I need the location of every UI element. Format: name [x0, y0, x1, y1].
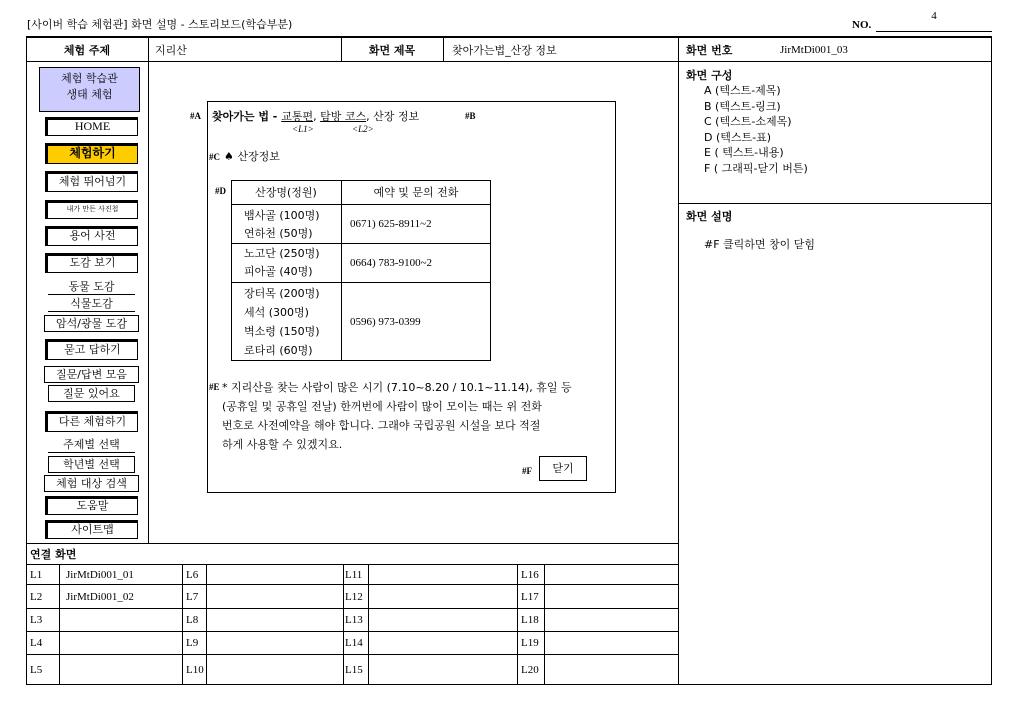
tag-e: #E [209, 382, 220, 392]
lodge-table-header-name: 산장명(정원) [255, 186, 317, 199]
sidebar-item-qna[interactable]: 묻고 답하기 [45, 339, 138, 360]
sidebar-item-qna-collection[interactable]: 질문/답변 모음 [44, 366, 139, 383]
link-id-cell: L2 [30, 590, 43, 603]
sidebar-header [39, 67, 140, 112]
sidebar-item-help[interactable]: 도움말 [45, 496, 138, 515]
link-screen-cell: JirMtDi001_02 [66, 590, 134, 603]
lodge-row-1-names: 뱀사골 (100명) 연하천 (50명) [244, 209, 320, 240]
link-id-cell: L16 [521, 568, 539, 581]
lodge-row-3-names: 장터목 (200명) 세석 (300명) 벽소령 (150명) 로타리 (60명) [244, 287, 320, 357]
page-number-value: 4 [876, 10, 992, 32]
sidebar-item-select-by-grade[interactable]: 학년별 선택 [48, 456, 135, 473]
lodge-row-1-phone: 0671) 625-8911~2 [350, 217, 432, 230]
sidebar-item-other-experience[interactable]: 다른 체험하기 [45, 411, 138, 432]
tag-d: #D [215, 186, 226, 196]
link-id-cell: L7 [186, 590, 199, 603]
link-id-cell: L19 [521, 636, 539, 649]
composition-title: 화면 구성 [686, 69, 733, 82]
links-title: 연결 화면 [30, 548, 77, 561]
close-button[interactable]: 닫기 [539, 456, 587, 481]
subject-value: 지리산 [155, 43, 187, 57]
screen-number-label: 화면 번호 [686, 43, 733, 57]
sidebar-item-glossary[interactable]: 용어 사전 [45, 226, 138, 246]
composition-list: A (텍스트-제목) B (텍스트-링크) C (텍스트-소제목) D (텍스트-표) E ( 텍스트-내용) F ( 그래픽-닫기 버튼) [704, 84, 808, 175]
sidebar-item-skip-experience[interactable]: 체험 뛰어넘기 [45, 171, 138, 192]
page-number-label: NO. [852, 19, 872, 31]
link-id-cell: L10 [186, 663, 204, 676]
lodge-row-2-names: 노고단 (250명) 피아골 (40명) [244, 247, 320, 278]
sidebar-item-ask-question[interactable]: 질문 있어요 [48, 385, 135, 402]
link-marker-l1: <L1> [292, 124, 314, 134]
lodge-row-3-phone: 0596) 973-0399 [350, 315, 421, 328]
link-id-cell: L4 [30, 636, 43, 649]
sidebar-item-rock-guide[interactable]: 암석/광물 도감 [44, 315, 139, 332]
sidebar-item-search-target[interactable]: 체험 대상 검색 [44, 475, 139, 492]
sidebar-item-animal-guide[interactable]: 동물 도감 [48, 280, 135, 295]
screen-title-label: 화면 제목 [368, 43, 416, 57]
link-id-cell: L12 [345, 590, 363, 603]
link-transport[interactable]: 교통편 [281, 110, 314, 123]
lodge-table-header-phone: 예약 및 문의 전화 [373, 186, 459, 199]
lodge-row-2-phone: 0664) 783-9100~2 [350, 256, 433, 269]
sidebar-item-sitemap[interactable]: 사이트맵 [45, 520, 138, 539]
screen-number-value: JirMtDi001_03 [780, 43, 848, 56]
link-id-cell: L3 [30, 613, 43, 626]
sidebar-item-my-album[interactable]: 내가 만든 사진첩 [45, 200, 138, 219]
link-id-cell: L1 [30, 568, 43, 581]
link-id-cell: L18 [521, 613, 539, 626]
link-id-cell: L5 [30, 663, 43, 676]
link-id-cell: L8 [186, 613, 199, 626]
sidebar-item-field-guide[interactable]: 도감 보기 [45, 253, 138, 273]
current-tab-lodge-info: 산장 정보 [373, 110, 420, 123]
link-marker-l2: <L2> [352, 124, 374, 134]
popup-title-prefix: 찾아가는 법 - [212, 110, 282, 123]
sidebar-item-experience[interactable]: 체험하기 [45, 143, 138, 164]
sidebar-item-plant-guide[interactable]: 식물도감 [48, 297, 135, 312]
link-id-cell: L15 [345, 663, 363, 676]
link-id-cell: L20 [521, 663, 539, 676]
link-screen-cell: JirMtDi001_01 [66, 568, 134, 581]
tag-a: #A [190, 111, 201, 121]
description-text: #F 클릭하면 창이 닫힘 [704, 238, 816, 251]
link-id-cell: L9 [186, 636, 199, 649]
sidebar-item-select-by-topic[interactable]: 주제별 선택 [48, 438, 135, 453]
link-id-cell: L13 [345, 613, 363, 626]
link-id-cell: L14 [345, 636, 363, 649]
document-title: [사이버 학습 체험관] 화면 설명 - 스토리보드(학습부분) [27, 18, 293, 31]
link-trail-course[interactable]: 탐방 코스 [320, 110, 367, 123]
popup-title: 찾아가는 법 - 교통편, 탐방 코스, 산장 정보 [212, 110, 420, 123]
screen-title-value: 찾아가는법_산장 정보 [452, 43, 557, 57]
subject-label: 체험 주제 [63, 43, 111, 57]
link-id-cell: L11 [345, 568, 363, 581]
tag-c: #C [209, 152, 220, 162]
tag-f: #F [522, 466, 532, 476]
link-id-cell: L17 [521, 590, 539, 603]
description-title: 화면 설명 [686, 210, 733, 223]
popup-note: * 지리산을 찾는 사람이 많은 시기 (7.10~8.20 / 10.1~11.14), 휴일 등 (공휴일 및 공휴일 전날) 한꺼번에 사람이 많이 모이는 때는 위 전화 번호로 사전예약을 해야 합니다. 그래야 국립공원 시설을 보다 적절 하게 사용할 수 있겠지요. [222, 381, 572, 451]
tag-b: #B [465, 111, 476, 121]
link-id-cell: L6 [186, 568, 199, 581]
sidebar-header-line2: 생태 체험 [66, 88, 113, 101]
sidebar-header-line1: 체험 학습관 [61, 72, 118, 85]
popup-subtitle: ♠ 산장정보 [224, 150, 280, 163]
sidebar-item-home[interactable]: HOME [45, 117, 138, 136]
